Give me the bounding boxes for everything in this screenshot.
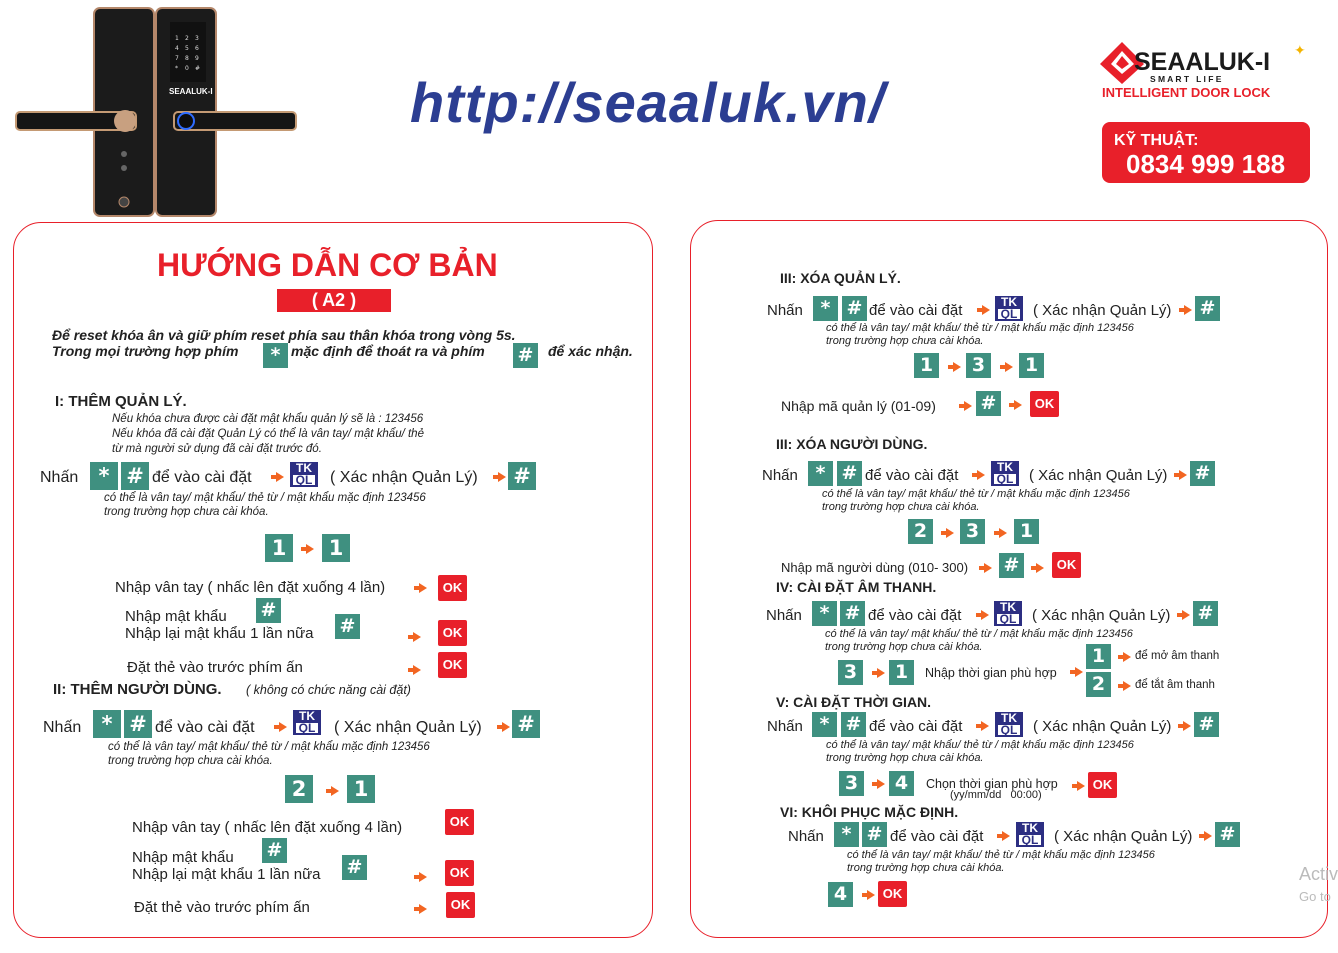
confirm-admin-label: ( Xác nhận Quản Lý) <box>1032 607 1171 624</box>
svg-text:0: 0 <box>185 65 189 72</box>
svg-text:4: 4 <box>175 45 179 52</box>
arrow-icon <box>1184 305 1192 315</box>
tk-text: TK <box>1000 600 1016 614</box>
hash-key: # <box>840 601 865 626</box>
num-key: 1 <box>1014 519 1039 544</box>
sound-pick-label: Nhập thời gian phù hợp <box>925 666 1057 680</box>
ok-key: OK <box>878 881 907 907</box>
arrow-icon <box>953 362 961 372</box>
hash-key: # <box>121 462 149 490</box>
hash-key: # <box>841 712 866 737</box>
press-label: Nhấn <box>43 719 82 736</box>
hash-key: # <box>1195 296 1220 321</box>
hint-line1: có thể là vân tay/ mật khẩu/ thẻ từ / mật khẩu mặc định 123456 <box>822 488 1130 500</box>
num-key: 2 <box>908 519 933 544</box>
num-key: 1 <box>265 534 293 562</box>
num-key: 2 <box>285 775 313 803</box>
press-label: Nhấn <box>788 828 824 845</box>
activation-watermark-line1: Activ <box>1299 864 1338 884</box>
svg-text:3: 3 <box>195 35 199 42</box>
arrow-icon <box>331 786 339 796</box>
tk-ql-key <box>991 461 1019 486</box>
website-url[interactable]: http://seaaluk.vn/ <box>410 71 886 134</box>
ok-key: OK <box>1088 772 1117 798</box>
card-step: Đặt thẻ vào trước phím ấn <box>127 659 303 676</box>
arrow-icon <box>981 721 989 731</box>
admin-code-label: Nhập mã quản lý (01-09) <box>781 398 936 414</box>
num-key: 4 <box>828 882 853 907</box>
arrow-icon <box>1005 362 1013 372</box>
hash-key: # <box>335 614 360 639</box>
arrow-icon <box>984 563 992 573</box>
arrow-icon <box>419 904 427 914</box>
hash-key: # <box>508 462 536 490</box>
hint-line2: trong trường hợp chưa cài khóa. <box>826 335 984 347</box>
hash-key: # <box>1193 601 1218 626</box>
section-time-title: V: CÀI ĐẶT THỜI GIAN. <box>776 694 932 710</box>
arrow-icon <box>999 528 1007 538</box>
arrow-icon <box>1036 563 1044 573</box>
enter-settings-label: để vào cài đặt <box>869 718 963 735</box>
svg-text:2: 2 <box>185 35 189 42</box>
num-key: 3 <box>966 353 991 378</box>
section-add-admin-title: I: THÊM QUẢN LÝ. <box>55 393 187 410</box>
brand-name: SEAALUK-I <box>1134 48 1271 76</box>
enter-settings-label: để vào cài đặt <box>869 302 963 319</box>
brand-sparkle-icon: ✦ <box>1294 42 1306 58</box>
hash-key: # <box>1215 822 1240 847</box>
arrow-icon <box>977 470 985 480</box>
hint-line1: có thể là vân tay/ mật khẩu/ thẻ từ / mật khẩu mặc định 123456 <box>825 628 1133 640</box>
press-label: Nhấn <box>762 467 798 484</box>
star-key: * <box>93 710 121 738</box>
ok-key: OK <box>1030 391 1059 417</box>
lock-brand-label: SEAALUK-I <box>169 87 213 96</box>
ok-key: OK <box>438 620 467 646</box>
confirm-admin-label: ( Xác nhận Quản Lý) <box>1033 718 1172 735</box>
arrow-icon <box>867 890 875 900</box>
hint-line1: có thể là vân tay/ mật khẩu/ thẻ từ / mật khẩu mặc định 123456 <box>108 741 430 753</box>
section-add-user-title: II: THÊM NGƯỜI DÙNG. <box>53 681 222 698</box>
num-key: 3 <box>839 771 864 796</box>
num-key: 1 <box>322 534 350 562</box>
num-key: 1 <box>889 660 914 685</box>
arrow-icon <box>1179 470 1187 480</box>
arrow-icon <box>946 528 954 538</box>
arrow-icon <box>981 610 989 620</box>
hash-key: # <box>1190 461 1215 486</box>
hint-line1: có thể là vân tay/ mật khẩu/ thẻ từ / mật khẩu mặc định 123456 <box>847 849 1155 861</box>
confirm-admin-label: ( Xác nhận Quản Lý) <box>1054 828 1193 845</box>
num-key: 1 <box>914 353 939 378</box>
hash-key: # <box>342 855 367 880</box>
ql-text: QL <box>998 309 1020 319</box>
svg-text:*: * <box>175 65 178 72</box>
enter-settings-label: để vào cài đặt <box>155 719 255 736</box>
hint-line2: trong trường hợp chưa cài khóa. <box>822 501 980 513</box>
intro-reset: Để reset khóa ân và giữ phím reset phía sau thân khóa trong vòng 5s. <box>52 327 516 343</box>
hash-key: # <box>999 553 1024 578</box>
svg-text:#: # <box>195 65 201 72</box>
section-delete-admin-title: III: XÓA QUẢN LÝ. <box>780 270 901 286</box>
card-step: Đặt thẻ vào trước phím ấn <box>134 899 310 916</box>
admin-note2: Nếu khóa đã cài đặt Quản Lý có thể là vân tay/ mật khẩu/ thẻ <box>112 428 424 440</box>
admin-note3: từ mà người sử dụng đã cài đặt trước đó. <box>112 443 322 455</box>
hint-line1: có thể là vân tay/ mật khẩu/ thẻ từ / mật khẩu mặc định 123456 <box>826 739 1134 751</box>
num-key: 2 <box>1086 672 1111 697</box>
hash-key: # <box>513 343 538 368</box>
hotline-number: 0834 999 188 <box>1126 149 1286 179</box>
hint-line2: trong trường hợp chưa cài khóa. <box>108 755 273 767</box>
arrow-icon <box>1014 400 1022 410</box>
password-repeat-step: Nhập lại mật khẩu 1 lần nữa <box>132 866 321 883</box>
num-key: 3 <box>838 660 863 685</box>
guide-title: HƯỚNG DẪN CƠ BẢN <box>157 247 498 283</box>
arrow-icon <box>1002 831 1010 841</box>
hotline-label: KỸ THUẬT: <box>1114 132 1199 149</box>
section-delete-user-title: III: XÓA NGƯỜI DÙNG. <box>776 436 928 452</box>
tk-text: TK <box>997 460 1013 474</box>
arrow-icon <box>964 401 972 411</box>
arrow-icon <box>1204 831 1212 841</box>
svg-text:8: 8 <box>185 55 189 62</box>
tk-ql-key <box>290 462 318 487</box>
model-badge: ( A2 ) <box>277 289 391 312</box>
star-key: * <box>90 462 118 490</box>
ql-text: QL <box>998 725 1020 735</box>
hash-key: # <box>1194 712 1219 737</box>
arrow-icon <box>1123 681 1131 691</box>
arrow-icon <box>1077 781 1085 791</box>
ok-key: OK <box>445 809 474 835</box>
intro-line2b: mặc định để thoát ra và phím <box>291 343 485 359</box>
tk-ql-key <box>293 710 321 735</box>
star-key: * <box>812 712 837 737</box>
hint-line2: trong trường hợp chưa cài khóa. <box>104 506 269 518</box>
arrow-icon <box>498 472 506 482</box>
press-label: Nhấn <box>766 607 802 624</box>
ql-text: QL <box>1019 835 1041 845</box>
user-code-label: Nhập mã người dùng (010- 300) <box>781 560 969 575</box>
fingerprint-step: Nhập vân tay ( nhấc lên đặt xuống 4 lần) <box>115 579 386 596</box>
tk-ql-key <box>994 601 1022 626</box>
hint-line1: có thể là vân tay/ mật khẩu/ thẻ từ / mật khẩu mặc định 123456 <box>104 492 426 504</box>
arrow-icon <box>1075 667 1083 677</box>
ok-key: OK <box>438 652 467 678</box>
ql-text: QL <box>293 475 315 485</box>
num-key: 1 <box>347 775 375 803</box>
arrow-icon <box>1182 610 1190 620</box>
num-key: 1 <box>1019 353 1044 378</box>
ql-text: QL <box>997 614 1019 624</box>
svg-text:5: 5 <box>185 45 189 52</box>
hash-key: # <box>256 598 281 623</box>
arrow-icon <box>413 632 421 642</box>
brand-tagline: S M A R T L I F E <box>1150 74 1222 84</box>
arrow-icon <box>276 472 284 482</box>
confirm-admin-label: ( Xác nhận Quản Lý) <box>330 469 478 486</box>
star-key: * <box>813 296 838 321</box>
press-label: Nhấn <box>767 718 803 735</box>
confirm-admin-label: ( Xác nhận Quản Lý) <box>1033 302 1172 319</box>
password-repeat-step: Nhập lại mật khẩu 1 lần nữa <box>125 625 314 642</box>
num-key: 3 <box>960 519 985 544</box>
enter-settings-label: để vào cài đặt <box>152 469 252 486</box>
tk-text: TK <box>299 709 315 723</box>
star-key: * <box>808 461 833 486</box>
brand-subtitle: INTELLIGENT DOOR LOCK <box>1102 85 1271 100</box>
section-reset-title: VI: KHÔI PHỤC MẶC ĐỊNH. <box>780 804 959 820</box>
star-key: * <box>263 343 288 368</box>
star-key: * <box>812 601 837 626</box>
enter-settings-label: để vào cài đặt <box>868 607 962 624</box>
arrow-icon <box>502 722 510 732</box>
hotline-box[interactable] <box>1102 122 1310 183</box>
ql-text: QL <box>296 723 318 733</box>
tk-ql-key <box>1016 822 1044 847</box>
num-key: 1 <box>1086 644 1111 669</box>
hash-key: # <box>976 391 1001 416</box>
tk-ql-key <box>995 296 1023 321</box>
num-key: 4 <box>889 771 914 796</box>
svg-text:7: 7 <box>175 55 179 62</box>
brand-logo <box>1098 40 1313 104</box>
hint-line1: có thể là vân tay/ mật khẩu/ thẻ từ / mật khẩu mặc định 123456 <box>826 322 1134 334</box>
arrow-icon <box>877 668 885 678</box>
intro-line2c: để xác nhận. <box>548 343 633 359</box>
section-sound-title: IV: CÀI ĐẶT ÂM THANH. <box>776 579 937 595</box>
tk-text: TK <box>1022 821 1038 835</box>
tk-text: TK <box>1001 711 1017 725</box>
hash-key: # <box>124 710 152 738</box>
arrow-icon <box>306 544 314 554</box>
svg-text:9: 9 <box>195 55 199 62</box>
arrow-icon <box>982 305 990 315</box>
password-step: Nhập mật khẩu <box>132 849 234 866</box>
hint-line2: trong trường hợp chưa cài khóa. <box>826 752 984 764</box>
hint-line2: trong trường hợp chưa cài khóa. <box>847 862 1005 874</box>
press-label: Nhấn <box>40 469 79 486</box>
activation-watermark-line2: Go to <box>1299 889 1331 904</box>
confirm-admin-label: ( Xác nhận Quản Lý) <box>334 719 482 736</box>
arrow-icon <box>419 583 427 593</box>
enter-settings-label: để vào cài đặt <box>890 828 984 845</box>
hash-key: # <box>862 822 887 847</box>
tk-text: TK <box>296 461 312 475</box>
sound-off-label: để tắt âm thanh <box>1135 679 1215 691</box>
arrow-icon <box>419 872 427 882</box>
tk-text: TK <box>1001 295 1017 309</box>
arrow-icon <box>279 722 287 732</box>
hash-key: # <box>512 710 540 738</box>
time-format-label: (yy/mm/dd 00:00) <box>950 789 1042 801</box>
password-step: Nhập mật khẩu <box>125 608 227 625</box>
press-label: Nhấn <box>767 302 803 319</box>
arrow-icon <box>877 779 885 789</box>
tk-ql-key <box>995 712 1023 737</box>
hash-key: # <box>837 461 862 486</box>
ok-key: OK <box>438 575 467 601</box>
ok-key: OK <box>445 860 474 886</box>
ok-key: OK <box>446 892 475 918</box>
svg-text:1: 1 <box>175 35 179 42</box>
fingerprint-step: Nhập vân tay ( nhấc lên đặt xuống 4 lần) <box>132 819 403 836</box>
add-user-note: ( không có chức năng cài đặt) <box>246 683 411 697</box>
hash-key: # <box>262 838 287 863</box>
hash-key: # <box>842 296 867 321</box>
ok-key: OK <box>1052 552 1081 578</box>
ql-text: QL <box>994 474 1016 484</box>
svg-text:6: 6 <box>195 45 199 52</box>
admin-note1: Nếu khóa chưa được cài đặt mật khẩu quản lý sẽ là : 123456 <box>112 413 424 425</box>
star-key: * <box>834 822 859 847</box>
intro-line2a: Trong mọi trường hợp phím <box>52 343 239 359</box>
enter-settings-label: để vào cài đặt <box>865 467 959 484</box>
hint-line2: trong trường hợp chưa cài khóa. <box>825 641 983 653</box>
lock-illustration <box>14 6 300 218</box>
arrow-icon <box>413 665 421 675</box>
time-pick-label: Chọn thời gian phù hợp <box>926 777 1058 791</box>
confirm-admin-label: ( Xác nhận Quản Lý) <box>1029 467 1168 484</box>
arrow-icon <box>1183 721 1191 731</box>
arrow-icon <box>1123 652 1131 662</box>
door-lock-image <box>14 6 300 218</box>
sound-on-label: để mở âm thanh <box>1135 650 1220 662</box>
